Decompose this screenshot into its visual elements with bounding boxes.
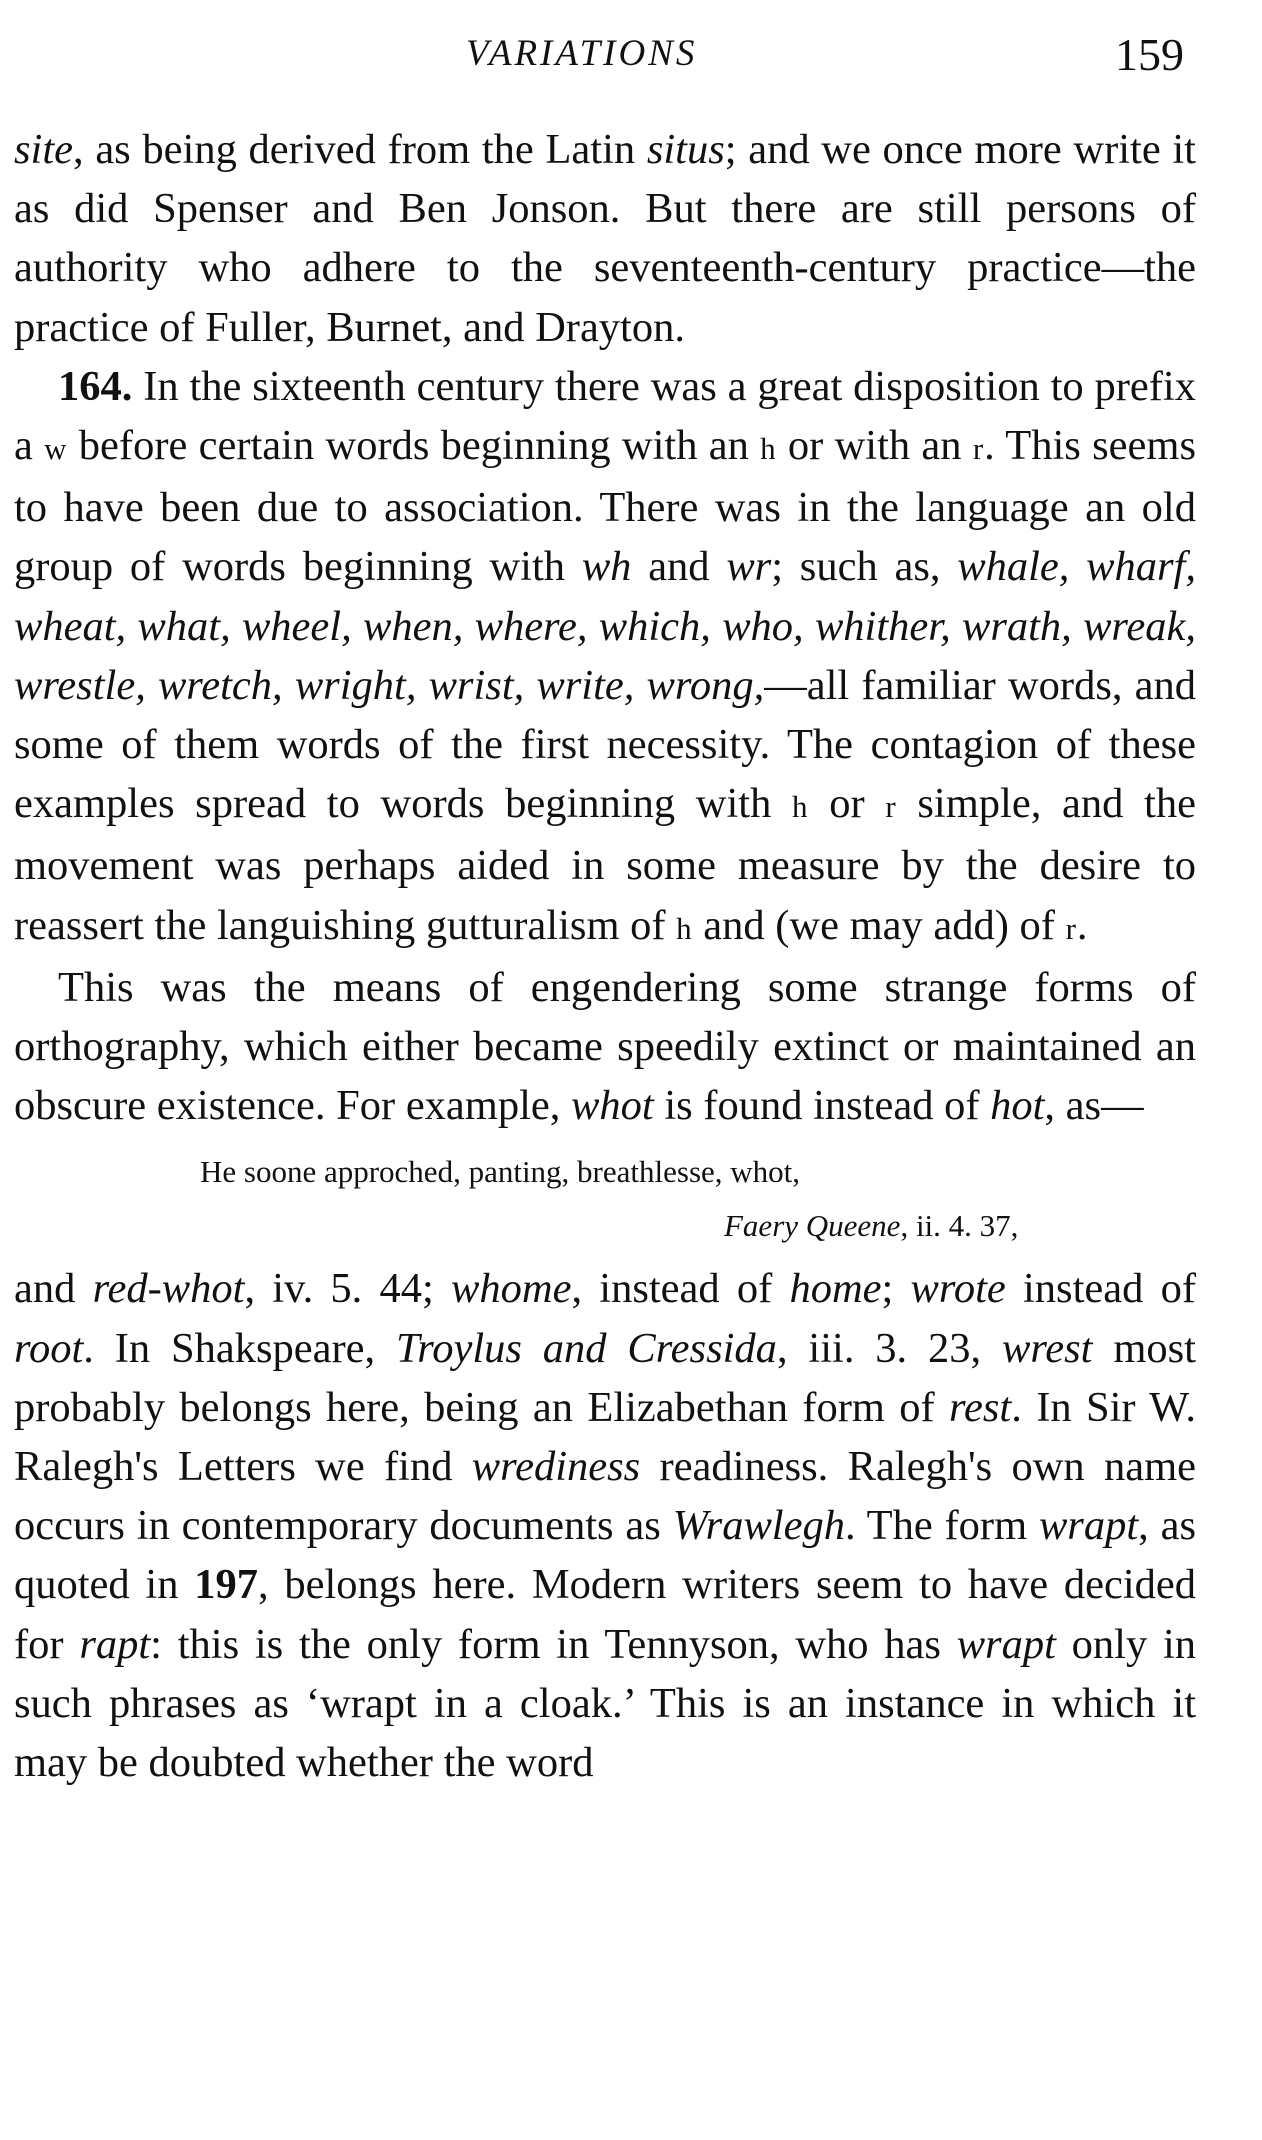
italic-word: wrest — [1001, 1324, 1093, 1372]
text-run: is found instead of — [653, 1082, 991, 1130]
italic-word: wh — [581, 543, 632, 591]
text-run: readiness. Ralegh's own name occurs in contemporary documents as — [14, 1443, 1196, 1550]
italic-word: red-whot — [92, 1265, 245, 1313]
italic-word: site — [14, 126, 74, 173]
text-run: ; such as, — [771, 543, 958, 591]
citation-reference: , ii. 4. 37, — [900, 1208, 1019, 1244]
text-run: : this is the only form in Tennyson, who has — [150, 1620, 957, 1668]
text-run: before certain words beginning with an — [67, 422, 761, 470]
text-run: only in such phrases as ‘wrapt in a cloak.’ This is an instance in which it may be doubted whether the word — [14, 1620, 1196, 1787]
text-run: ; and we once more write it as did Spenser and Ben Jonson. But there are still persons of authority who adhere to the seventeenth-century practice—the practice of Fuller, Burnet, and Drayton. — [14, 126, 1196, 351]
text-run: . In Shakspeare, — [83, 1324, 396, 1372]
paragraph-continuation — [14, 120, 1196, 357]
paragraph-number: 164. — [58, 362, 133, 410]
italic-word: wrediness — [471, 1443, 641, 1491]
text-run: ; — [881, 1265, 911, 1313]
italic-word: whot — [571, 1082, 654, 1130]
paragraph-reference: 197 — [194, 1561, 258, 1609]
text-run: This was the means of engendering some strange forms of orthography, which either became speedily extinct or maintained an obscure existence. For example, — [14, 963, 1196, 1130]
italic-word: home — [789, 1265, 882, 1313]
italic-word: Wrawlegh — [672, 1502, 845, 1550]
text-run: , as— — [1044, 1082, 1144, 1130]
small-caps-letter: h — [760, 431, 777, 467]
text-run: and — [14, 1265, 93, 1313]
text-run: In the sixteenth century there was a great disposition to prefix a — [14, 362, 1196, 470]
text-run: , belongs here. Modern writers seem to have decided for — [14, 1561, 1196, 1668]
text-run: . — [1076, 901, 1088, 949]
italic-word: wrapt — [956, 1620, 1056, 1668]
italic-word: rapt — [79, 1620, 151, 1668]
italic-word: root — [14, 1324, 84, 1372]
text-run: , iv. 5. 44; — [244, 1265, 452, 1313]
paragraph-164 — [14, 357, 1196, 958]
quote-line: He soone approched, panting, breathlesse, whot, — [200, 1154, 801, 1190]
text-run: . In Sir W. Ralegh's Letters we find — [14, 1383, 1196, 1491]
text-run: , as quoted in — [14, 1502, 1196, 1609]
small-caps-letter: h — [676, 910, 693, 946]
text-run: . This seems to have been due to association. There was in the language an old group of words beginning with — [14, 422, 1196, 591]
italic-word: whome — [451, 1265, 572, 1313]
small-caps-letter: r — [1065, 910, 1077, 946]
small-caps-letter: h — [792, 789, 809, 825]
running-title: VARIATIONS — [466, 33, 698, 74]
italic-word: situs — [646, 126, 725, 173]
text-run: , iii. 3. 23, — [776, 1324, 1002, 1372]
text-run: —all familiar words, and some of them words of the first necessity. The contagion of these examples spread to words beginning with — [14, 661, 1196, 828]
text-run: , as being derived from the Latin — [73, 126, 647, 173]
text-run: or with an — [776, 422, 973, 470]
italic-word: hot — [990, 1082, 1045, 1130]
italic-word: rest — [949, 1383, 1012, 1431]
text-run: or — [808, 780, 886, 828]
running-head — [0, 28, 1262, 88]
text-run: most probably belongs here, being an Elizabethan form of — [14, 1324, 1196, 1431]
italic-title: Troylus and Cressida — [395, 1324, 777, 1372]
paragraph-orthography — [14, 958, 1196, 1136]
text-run: and — [631, 543, 727, 591]
text-run: . The form — [844, 1502, 1039, 1550]
text-run: , instead of — [571, 1265, 790, 1313]
italic-word-list: whale, wharf, wheat, what, wheel, when, where, which, who, whither, wrath, wreak, wrestle, wretch, wright, wrist, write, wrong, — [14, 543, 1196, 709]
body-text — [14, 120, 1196, 1792]
italic-word: wrote — [910, 1265, 1006, 1313]
page-number: 159 — [1115, 29, 1184, 80]
italic-word: wr — [726, 543, 772, 591]
block-quote — [14, 1145, 1196, 1253]
small-caps-letter: w — [44, 431, 68, 467]
text-run: simple, and the movement was perhaps aided in some measure by the desire to reassert the languishing gutturalism of — [14, 780, 1196, 949]
citation-title: Faery Queene — [724, 1208, 901, 1244]
text-run: and (we may add) of — [692, 901, 1066, 949]
text-run: instead of — [1005, 1265, 1196, 1313]
paragraph-examples — [14, 1259, 1196, 1792]
quote-citation — [14, 1199, 1196, 1253]
italic-word: wrapt — [1038, 1502, 1139, 1550]
small-caps-letter: r — [972, 431, 985, 467]
small-caps-letter: r — [885, 789, 897, 825]
